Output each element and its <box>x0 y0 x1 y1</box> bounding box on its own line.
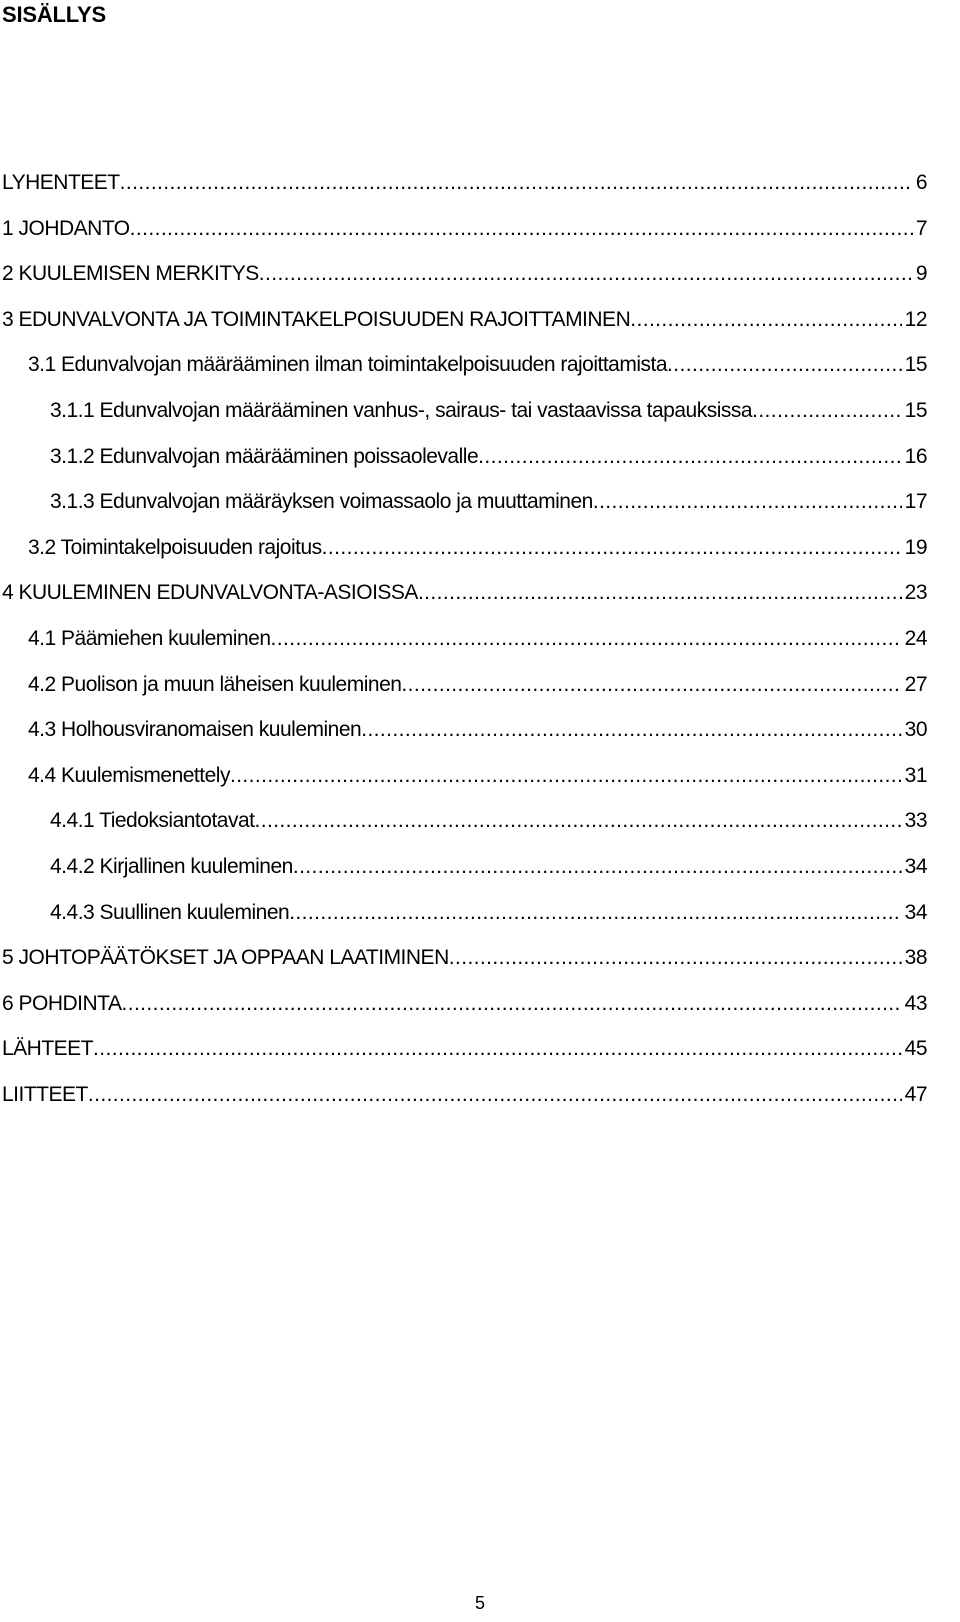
toc-dot-leader <box>630 303 901 337</box>
toc-entry-page: 33 <box>904 809 927 832</box>
toc-dot-leader <box>478 440 902 474</box>
toc-dot-leader <box>322 531 902 565</box>
toc-entry-page: 17 <box>904 490 927 513</box>
toc-dot-leader <box>93 1032 902 1066</box>
toc-entry[interactable] <box>2 987 927 1021</box>
toc-entry-title: 3.1.2 Edunvalvojan määrääminen poissaolevalle <box>50 445 479 468</box>
toc-entry[interactable] <box>2 257 927 291</box>
toc-entry[interactable] <box>2 941 927 975</box>
toc-entry[interactable] <box>28 668 927 702</box>
toc-entry-page: 16 <box>904 445 927 468</box>
toc-dot-leader <box>593 485 902 519</box>
toc-dot-leader <box>752 394 902 428</box>
toc-entry-page: 34 <box>904 901 927 924</box>
page-number: 5 <box>474 1593 485 1613</box>
toc-entry[interactable] <box>50 485 927 519</box>
toc-entry[interactable] <box>28 622 927 656</box>
toc-dot-leader <box>361 713 901 747</box>
toc-entry[interactable] <box>28 348 927 382</box>
toc-entry-title: LÄHTEET <box>2 1037 94 1060</box>
toc-entry-title: 4.3 Holhousviranomaisen kuuleminen <box>28 718 362 741</box>
toc-entry[interactable] <box>28 759 927 793</box>
toc-entry-title: 4 KUULEMINEN EDUNVALVONTA-ASIOISSA <box>2 581 418 604</box>
toc-entry-page: 15 <box>904 353 927 376</box>
toc-dot-leader <box>88 1078 902 1112</box>
toc-dot-leader <box>289 896 901 930</box>
toc-dot-leader <box>449 941 902 975</box>
toc-entry-title: 4.4.3 Suullinen kuuleminen <box>50 901 290 924</box>
toc-entry[interactable] <box>2 576 927 610</box>
page-title: SISÄLLYS <box>2 2 106 27</box>
toc-entry-title: LIITTEET <box>2 1083 88 1106</box>
toc-dot-leader <box>121 987 901 1021</box>
toc-entry[interactable] <box>28 713 927 747</box>
toc-entry-page: 43 <box>904 992 927 1015</box>
toc-entry[interactable] <box>50 440 927 474</box>
toc-entry[interactable] <box>2 1078 927 1112</box>
toc-entry[interactable] <box>50 804 927 838</box>
toc-entry[interactable] <box>2 1032 927 1066</box>
toc-entry-title: 1 JOHDANTO <box>2 217 130 240</box>
toc-entry-page: 9 <box>915 262 927 285</box>
toc-entry-title: 4.4 Kuulemismenettely <box>28 764 230 787</box>
toc-dot-leader <box>130 212 913 246</box>
toc-entry-page: 31 <box>904 764 927 787</box>
toc-dot-leader <box>418 576 902 610</box>
toc-entry-title: 3.1.1 Edunvalvojan määrääminen vanhus-, sairaus- tai vastaavissa tapauksissa <box>50 399 753 422</box>
toc-dot-leader <box>401 668 901 702</box>
toc-entry[interactable] <box>50 394 927 428</box>
toc-entry-page: 23 <box>904 581 927 604</box>
toc-entry-title: LYHENTEET <box>2 171 120 194</box>
toc-entry-page: 45 <box>904 1037 927 1060</box>
toc-entry-title: 4.4.2 Kirjallinen kuuleminen <box>50 855 293 878</box>
toc-entry-title: 4.2 Puolison ja muun läheisen kuuleminen <box>28 673 402 696</box>
toc-entry[interactable] <box>28 531 927 565</box>
toc-entry[interactable] <box>50 896 927 930</box>
toc-dot-leader <box>271 622 902 656</box>
toc-entry-page: 30 <box>904 718 927 741</box>
toc-dot-leader <box>259 257 913 291</box>
toc-entry-page: 15 <box>904 399 927 422</box>
toc-entry-page: 6 <box>915 171 927 194</box>
toc-entry-page: 47 <box>904 1083 927 1106</box>
toc-dot-leader <box>254 804 901 838</box>
toc-entry-title: 2 KUULEMISEN MERKITYS <box>2 262 259 285</box>
toc-dot-leader <box>293 850 902 884</box>
toc-entry-page: 34 <box>904 855 927 878</box>
toc-entry[interactable] <box>2 303 927 337</box>
toc-entry-title: 3 EDUNVALVONTA JA TOIMINTAKELPOISUUDEN RAJOITTAMINEN <box>2 308 631 331</box>
toc-entry-title: 4.1 Päämiehen kuuleminen <box>28 627 271 650</box>
toc-entry[interactable] <box>2 212 927 246</box>
toc-entry-title: 3.1.3 Edunvalvojan määräyksen voimassaolo ja muuttaminen <box>50 490 593 513</box>
toc-entry-title: 4.4.1 Tiedoksiantotavat <box>50 809 255 832</box>
toc-dot-leader <box>667 348 902 382</box>
toc-entry-title: 6 POHDINTA <box>2 992 122 1015</box>
toc-entry-title: 3.2 Toimintakelpoisuuden rajoitus <box>28 536 322 559</box>
toc-entry-title: 3.1 Edunvalvojan määrääminen ilman toimintakelpoisuuden rajoittamista <box>28 353 668 376</box>
toc-entry[interactable] <box>50 850 927 884</box>
toc-entry-page: 27 <box>904 673 927 696</box>
toc-entry-page: 12 <box>904 308 927 331</box>
toc-entry[interactable] <box>2 166 927 200</box>
toc-entry-title: 5 JOHTOPÄÄTÖKSET JA OPPAAN LAATIMINEN <box>2 946 449 969</box>
toc-entry-page: 19 <box>904 536 927 559</box>
toc-entry-page: 24 <box>904 627 927 650</box>
toc-entry-page: 7 <box>915 217 927 240</box>
toc-entry-page: 38 <box>904 946 927 969</box>
toc-dot-leader <box>230 759 902 793</box>
toc-dot-leader <box>120 166 913 200</box>
